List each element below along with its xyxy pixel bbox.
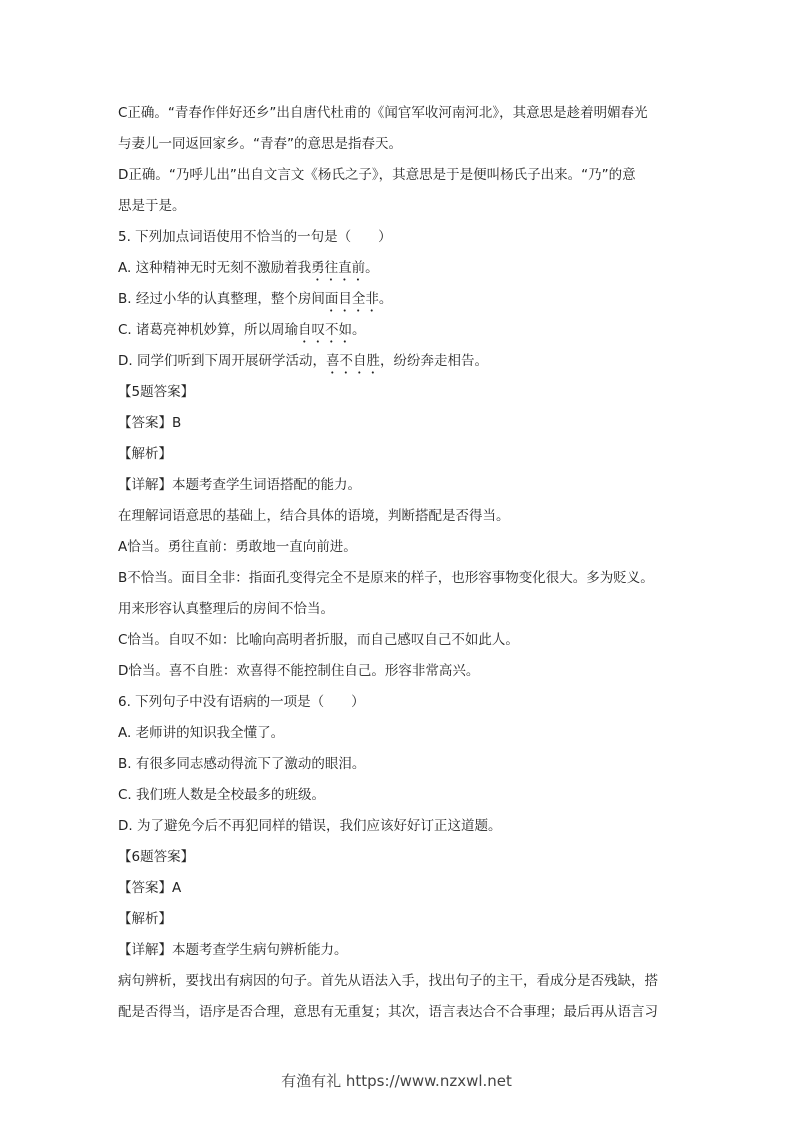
text-line: 【解析】 <box>118 911 172 927</box>
text-line: C恰当。自叹不如：比喻向高明者折服，而自己感叹自己不如此人。 <box>118 632 519 648</box>
footer-watermark: 有渔有礼 https://www.nzxwl.net <box>281 1072 512 1090</box>
text-line: 思是于是。 <box>118 198 186 214</box>
text-line: D. 为了避免今后不再犯同样的错误，我们应该好好订正这道题。 <box>118 818 502 834</box>
text-line: D正确。“乃呼儿出”出自文言文《杨氏之子》，其意思是于是便叫杨氏子出来。“乃”的意 <box>118 167 636 183</box>
text-line: 【详解】本题考查学生病句辨析能力。 <box>118 942 348 958</box>
text-line: 病句辨析，要找出有病因的句子。首先从语法入手，找出句子的主干，看成分是否残缺，搭 <box>118 973 658 989</box>
option-line <box>118 289 683 320</box>
option-line <box>118 320 683 351</box>
option-text: D. 同学们听到下周开展研学活动， <box>118 353 326 369</box>
text-line: D恰当。喜不自胜：欢喜得不能控制住自己。形容非常高兴。 <box>118 663 480 679</box>
emphasized-word: 喜不自胜 <box>325 353 380 369</box>
option-text: 。 <box>365 260 379 276</box>
option-line <box>118 258 683 289</box>
text-line: 【5题答案】 <box>118 384 195 400</box>
document-body <box>118 103 683 1033</box>
text-line: 用来形容认真整理后的房间不恰当。 <box>118 601 334 617</box>
text-line: 5. 下列加点词语使用不恰当的一句是（ ） <box>118 229 392 245</box>
text-line: 【6题答案】 <box>118 849 195 865</box>
emphasized-word: 勇往直前 <box>311 260 366 276</box>
option-line <box>118 351 683 382</box>
text-line: 与妻儿一同返回家乡。“青春”的意思是指春天。 <box>118 136 402 152</box>
option-text: 。 <box>352 322 366 338</box>
text-line: 【答案】A <box>118 880 182 896</box>
text-line: A. 老师讲的知识我全懂了。 <box>118 725 285 741</box>
option-text: C. 诸葛亮神机妙算，所以周瑜 <box>118 322 299 338</box>
text-line: C正确。“青春作伴好还乡”出自唐代杜甫的《闻官军收河南河北》，其意思是趁着明媚春光 <box>118 105 648 121</box>
text-line: B. 有很多同志感动得流下了激动的眼泪。 <box>118 756 366 772</box>
option-text: A. 这种精神无时无刻不激励着我 <box>118 260 312 276</box>
text-line: 6. 下列句子中没有语病的一项是（ ） <box>118 694 365 710</box>
option-text: B. 经过小华的认真整理，整个房间 <box>118 291 325 307</box>
text-line: A恰当。勇往直前：勇敢地一直向前进。 <box>118 539 357 555</box>
text-line: 在理解词语意思的基础上，结合具体的语境，判断搭配是否得当。 <box>118 508 510 524</box>
option-text: ，纷纷奔走相告。 <box>379 353 488 369</box>
text-line: B不恰当。面目全非：指面孔变得完全不是原来的样子，也形容事物变化很大。多为贬义。 <box>118 570 654 586</box>
option-text: 。 <box>378 291 393 307</box>
text-line: 【答案】B <box>118 415 182 431</box>
text-line: 【解析】 <box>118 446 172 462</box>
emphasized-word: 面目全非 <box>324 291 379 307</box>
text-line: C. 我们班人数是全校最多的班级。 <box>118 787 326 803</box>
text-line: 配是否得当，语序是否合理，意思有无重复；其次，语言表达合不合事理；最后再从语言习 <box>118 1004 658 1020</box>
emphasized-word: 自叹不如 <box>298 322 353 338</box>
text-line: 【详解】本题考查学生词语搭配的能力。 <box>118 477 361 493</box>
